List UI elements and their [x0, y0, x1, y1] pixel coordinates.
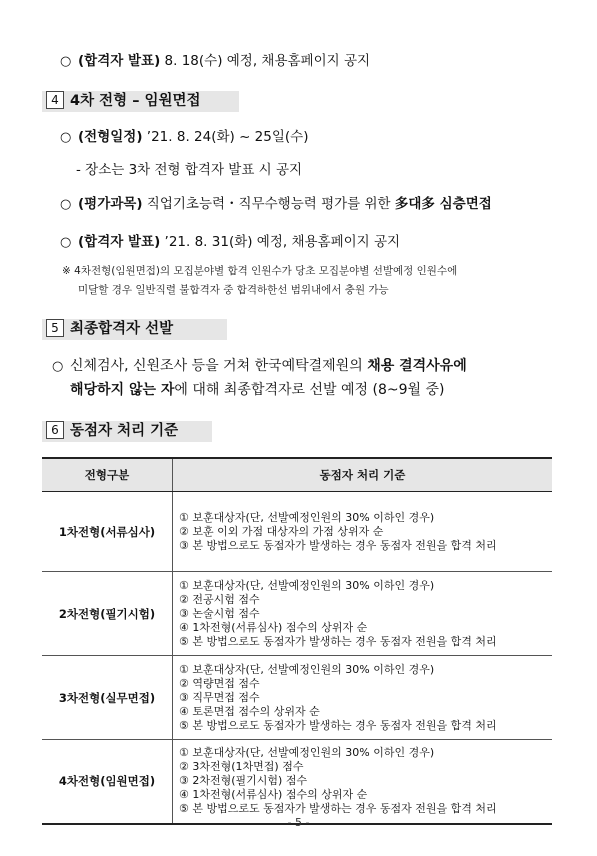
- criteria-item: ③ 2차전형(필기시험) 점수: [179, 774, 308, 788]
- bullet-circle: ○: [60, 235, 72, 250]
- item-label: (전형일정): [78, 129, 143, 145]
- item-label: (평가과목): [78, 196, 143, 212]
- item-label: (합격자 발표): [78, 53, 161, 69]
- result-announcement-line: [60, 52, 370, 71]
- page-number: - 5 -: [287, 816, 310, 829]
- criteria-item: ③ 본 방법으로도 동점자가 발생하는 경우 동점자 전원을 합격 처리: [179, 538, 497, 552]
- schedule-sub-line: - 장소는 3차 전형 합격자 발표 시 공지: [76, 162, 303, 178]
- item-label: (합격자 발표): [78, 234, 161, 250]
- criteria-item: ② 전공시험 점수: [179, 592, 260, 606]
- criteria-item: ⑤ 본 방법으로도 동점자가 발생하는 경우 동점자 전원을 합격 처리: [179, 718, 497, 732]
- note-line-1: ※ 4차전형(임원면접)의 모집분야별 합격 인원수가 당초 모집분야별 선발예정 인원수에: [62, 265, 458, 277]
- criteria-item: ② 역량면접 점수: [179, 676, 260, 690]
- criteria-cell: [173, 656, 553, 740]
- bullet-circle: ○: [52, 359, 64, 374]
- stage-cell: 3차전형(실무면접): [42, 656, 173, 740]
- table-row: [42, 572, 552, 656]
- item-text: 8. 18(수) 예정, 채용홈페이지 공지: [160, 53, 371, 69]
- final-selection-line-1: [52, 357, 467, 376]
- note-line-2: 미달할 경우 일반직렬 불합격자 중 합격하한선 범위내에서 충원 가능: [78, 284, 389, 296]
- section-5-heading: [42, 319, 227, 340]
- criteria-item: ④ 1차전형(서류심사) 점수의 상위자 순: [179, 788, 368, 802]
- section-number-box: 6: [46, 421, 64, 439]
- criteria-item: ③ 직무면접 점수: [179, 690, 260, 704]
- item-text: ’21. 8. 31(화) 예정, 채용홈페이지 공지: [160, 234, 401, 250]
- final-announce-line: [60, 233, 400, 252]
- table-header-row: [42, 458, 552, 492]
- body-text: 신체검사, 신원조사 등을 거쳐 한국예탁결제원의: [70, 358, 368, 374]
- body-text: 에 대해 최종합격자로 선발 예정 (8~9월 중): [174, 382, 445, 398]
- criteria-item: ① 보훈대상자(단, 선발예정인원의 30% 이하인 경우): [179, 510, 435, 524]
- bullet-circle: ○: [60, 54, 72, 69]
- item-text: 직업기초능력・직무수행능력 평가를 위한: [142, 196, 395, 212]
- section-title: 최종합격자 선발: [70, 321, 174, 337]
- bullet-circle: ○: [60, 130, 72, 145]
- table-row: [42, 656, 552, 740]
- section-6-heading: [42, 421, 212, 442]
- emphasis-text: 해당하지 않는 자: [70, 382, 175, 398]
- criteria-cell: [173, 740, 553, 824]
- subjects-line: [60, 195, 492, 214]
- stage-cell: 2차전형(필기시험): [42, 572, 173, 656]
- stage-cell: 1차전형(서류심사): [42, 492, 173, 572]
- column-header-criteria: 동점자 처리 기준: [173, 458, 553, 492]
- criteria-item: ① 보훈대상자(단, 선발예정인원의 30% 이하인 경우): [179, 746, 435, 760]
- section-number-box: 4: [46, 91, 64, 109]
- tie-break-criteria-table: [42, 457, 552, 825]
- final-selection-line-2: [70, 381, 444, 399]
- criteria-item: ① 보훈대상자(단, 선발예정인원의 30% 이하인 경우): [179, 578, 435, 592]
- emphasis-text: 채용 결격사유에: [367, 358, 467, 374]
- criteria-cell: [173, 492, 553, 572]
- column-header-stage: 전형구분: [42, 458, 173, 492]
- bullet-circle: ○: [60, 197, 72, 212]
- section-title: 4차 전형 – 임원면접: [70, 93, 201, 109]
- criteria-item: ① 보훈대상자(단, 선발예정인원의 30% 이하인 경우): [179, 662, 435, 676]
- stage-cell: 4차전형(임원면접): [42, 740, 173, 824]
- criteria-item: ④ 토론면접 점수의 상위자 순: [179, 704, 320, 718]
- criteria-item: ③ 논술시험 점수: [179, 606, 260, 620]
- schedule-line: [60, 128, 308, 147]
- criteria-cell: [173, 572, 553, 656]
- section-title: 동점자 처리 기준: [70, 423, 179, 439]
- table-row: [42, 492, 552, 572]
- criteria-item: ② 3차전형(1차면접) 점수: [179, 760, 304, 774]
- section-4-heading: [42, 91, 239, 112]
- item-text: ’21. 8. 24(화) ~ 25일(수): [142, 129, 309, 145]
- criteria-item: ② 보훈 이외 가점 대상자의 가점 상위자 순: [179, 524, 384, 538]
- table-row: [42, 740, 552, 824]
- criteria-item: ⑤ 본 방법으로도 동점자가 발생하는 경우 동점자 전원을 합격 처리: [179, 634, 497, 648]
- criteria-item: ④ 1차전형(서류심사) 점수의 상위자 순: [179, 620, 368, 634]
- criteria-item: ⑤ 본 방법으로도 동점자가 발생하는 경우 동점자 전원을 합격 처리: [179, 802, 497, 816]
- emphasis-text: 多대多 심층면접: [394, 196, 492, 212]
- section-number-box: 5: [46, 319, 64, 337]
